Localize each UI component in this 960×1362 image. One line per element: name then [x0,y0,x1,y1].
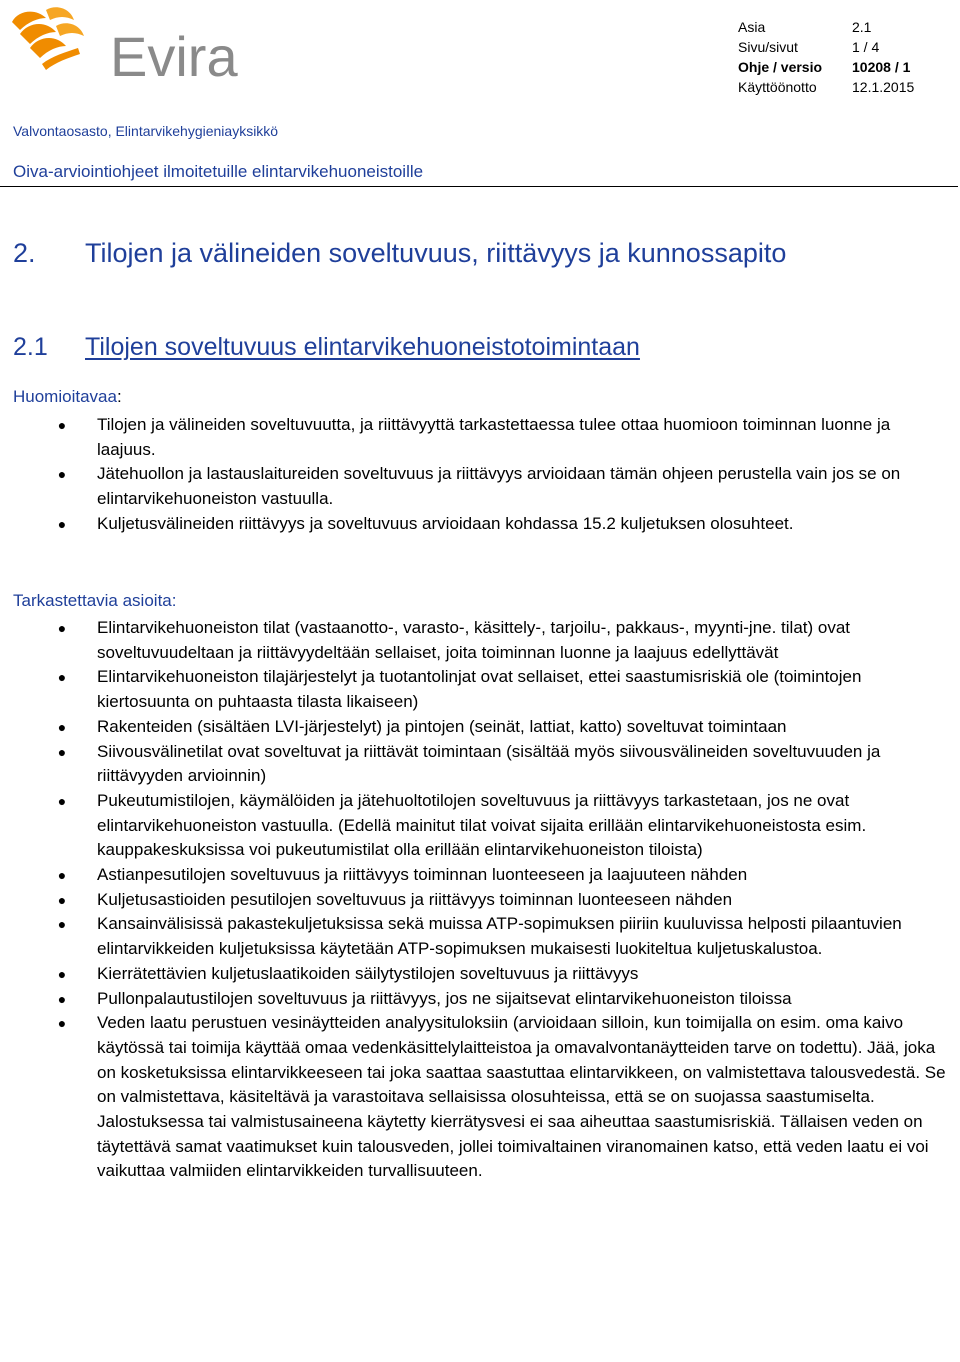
meta-value: 12.1.2015 [852,79,915,95]
bullet-icon: ● [57,718,67,735]
list-item [0,863,960,888]
department: Valvontaosasto, Elintarvikehygieniayksikkö [13,123,279,139]
meta-row [738,17,914,37]
list-item [0,1011,960,1184]
meta-value: 10208 / 1 [852,59,911,75]
bullet-icon: ● [57,891,67,908]
list-item [0,740,960,789]
bullet-icon: ● [57,669,67,686]
notes-list [0,413,960,537]
list-item-text: Siivousvälinetilat ovat soveltuvat ja riittävät toimintaan (sisältää myös siivousvälineiden soveltuvuuden ja riittävyyden arvioinnin) [97,741,881,786]
meta-value: 2.1 [852,19,872,35]
list-item [0,888,960,913]
list-item-text: Kuljetusvälineiden riittävyys ja soveltuvuus arvioidaan kohdassa 15.2 kuljetuksen olosuhteet. [97,513,794,533]
checks-label: Tarkastettavia asioita: [13,591,177,610]
meta-row [738,57,914,77]
list-item-text: Kierrätettävien kuljetuslaatikoiden säilytystilojen soveltuvuus ja riittävyys [97,963,639,983]
header-divider [0,186,958,187]
wheat-ears-icon [12,7,84,70]
bullet-icon: ● [57,990,67,1007]
list-item-text: Tilojen ja välineiden soveltuvuutta, ja riittävyyttä tarkastettaessa tulee ottaa huomioon toiminnan luonne ja laajuus. [97,415,891,459]
bullet-icon: ● [57,867,67,884]
meta-label: Ohje / versio [738,59,823,75]
list-item-text: Kansainvälisissä pakastekuljetuksissa sekä muissa ATP-sopimuksen piiriin kuuluvissa helposti pilaantuvien elintarvikkeiden kuljetuksissa käytetään ATP-sopimuksen mukaisesti luokiteltua kuljetuskalustoa. [97,914,902,959]
bullet-icon: ● [57,620,67,636]
list-item [0,616,960,665]
subsection-title: Tilojen soveltuvuus elintarvikehuoneistotoimintaan [85,333,640,361]
meta-row [738,77,914,97]
notes-label: Huomioitavaa: [13,387,122,406]
list-item [0,413,960,462]
bullet-icon: ● [57,916,67,933]
bullet-icon: ● [57,743,67,760]
list-item [0,462,960,511]
list-item-text: Kuljetusastioiden pesutilojen soveltuvuus ja riittävyys toiminnan luonteeseen nähden [97,889,733,909]
meta-label: Asia [738,19,766,35]
list-item-text: Elintarvikehuoneiston tilajärjestelyt ja tuotantolinjat ovat sellaiset, ettei saastumisriskiä ole (toimintojen kiertosuunta on puhtaasta tilasta likaiseen) [97,667,862,712]
bullet-icon: ● [57,1015,67,1032]
document-title: Oiva-arviointiohjeet ilmoitetuille elintarvikehuoneistoille [13,162,424,181]
list-item-text: Pukeutumistilojen, käymälöiden ja jätehuoltotilojen soveltuvuus ja riittävyys tarkastetaan, jos ne ovat elintarvikehuoneiston vastuulla. (Edellä mainitut tilat voivat sijaita erillään elintarvikehuoneistosta esim. kauppakeskuksissa voi pukeutumistilat olla erillään elintarvikehuoneiston tiloista) [97,790,867,860]
list-item [0,665,960,714]
bullet-icon: ● [57,515,67,532]
checks-list [0,616,960,1184]
section-number: 2. [13,238,36,268]
list-item [0,715,960,740]
evira-logo [6,4,256,82]
list-item [0,789,960,863]
meta-label: Sivu/sivut [738,39,798,55]
document-meta [738,17,914,97]
bullet-icon: ● [57,417,67,433]
list-item-text: Veden laatu perustuen vesinäytteiden analyysituloksiin (arvioidaan silloin, kun toimijalla on esim. oma kaivo käytössä tai toimija käyttää omaa vedenkäsittelylaitteistoa ja omavalvontanäytteiden tarve on todettu). Jää, joka on kosketuksissa elintarvikkeeseen tai joka saattaa saastuttaa elintarvikkeen, on valmistettava talousvedestä. Se on valmistettava, käsiteltävä ja varastoitava sellaisissa olosuhteissa, että se on suojassa saastumiselta. Jalostuksessa tai valmistusaineena käytetty kierrätysvesi ei saa aiheuttaa saastumisriskiä. Tällaisen veden on täytettävä samat vaatimukset kuin talousveden, jollei toimivaltainen viranomainen katso, että veden laatu ei voi vaikuttaa valmiiden elintarvikkeiden turvallisuuteen. [97,1013,946,1181]
list-item-text: Elintarvikehuoneiston tilat (vastaanotto-, varasto-, käsittely-, tarjoilu-, pakkaus-, myynti-jne. tilat) ovat soveltuvuudeltaan ja riittävyydeltään sellaiset, joita toiminnan luonne ja laajuus edellyttävät [97,618,851,662]
list-item-text: Rakenteiden (sisältäen LVI-järjestelyt) ja pintojen (seinät, lattiat, katto) soveltuvat toimintaan [97,716,787,736]
list-item-text: Pullonpalautustilojen soveltuvuus ja riittävyys, jos ne sijaitsevat elintarvikehuoneiston tiloissa [97,988,792,1008]
notes-label-text: Huomioitavaa [13,387,117,406]
list-item [0,962,960,987]
list-item-text: Jätehuollon ja lastauslaitureiden soveltuvuus ja riittävyys arvioidaan tämän ohjeen perustella vain jos se on elintarvikehuoneiston vastuulla. [97,464,901,509]
meta-label: Käyttöönotto [738,79,817,95]
subsection-number: 2.1 [13,333,48,361]
meta-row [738,37,914,57]
list-item [0,987,960,1012]
bullet-icon: ● [57,466,67,483]
bullet-icon: ● [57,965,67,982]
section-title: Tilojen ja välineiden soveltuvuus, riittävyys ja kunnossapito [85,238,787,268]
list-item-text: Astianpesutilojen soveltuvuus ja riittävyys toiminnan luonteeseen ja laajuuteen nähden [97,865,748,885]
list-item [0,512,960,537]
bullet-icon: ● [57,792,67,809]
list-item [0,912,960,961]
logo-wordmark: Evira [110,25,238,82]
meta-value: 1 / 4 [852,39,880,55]
